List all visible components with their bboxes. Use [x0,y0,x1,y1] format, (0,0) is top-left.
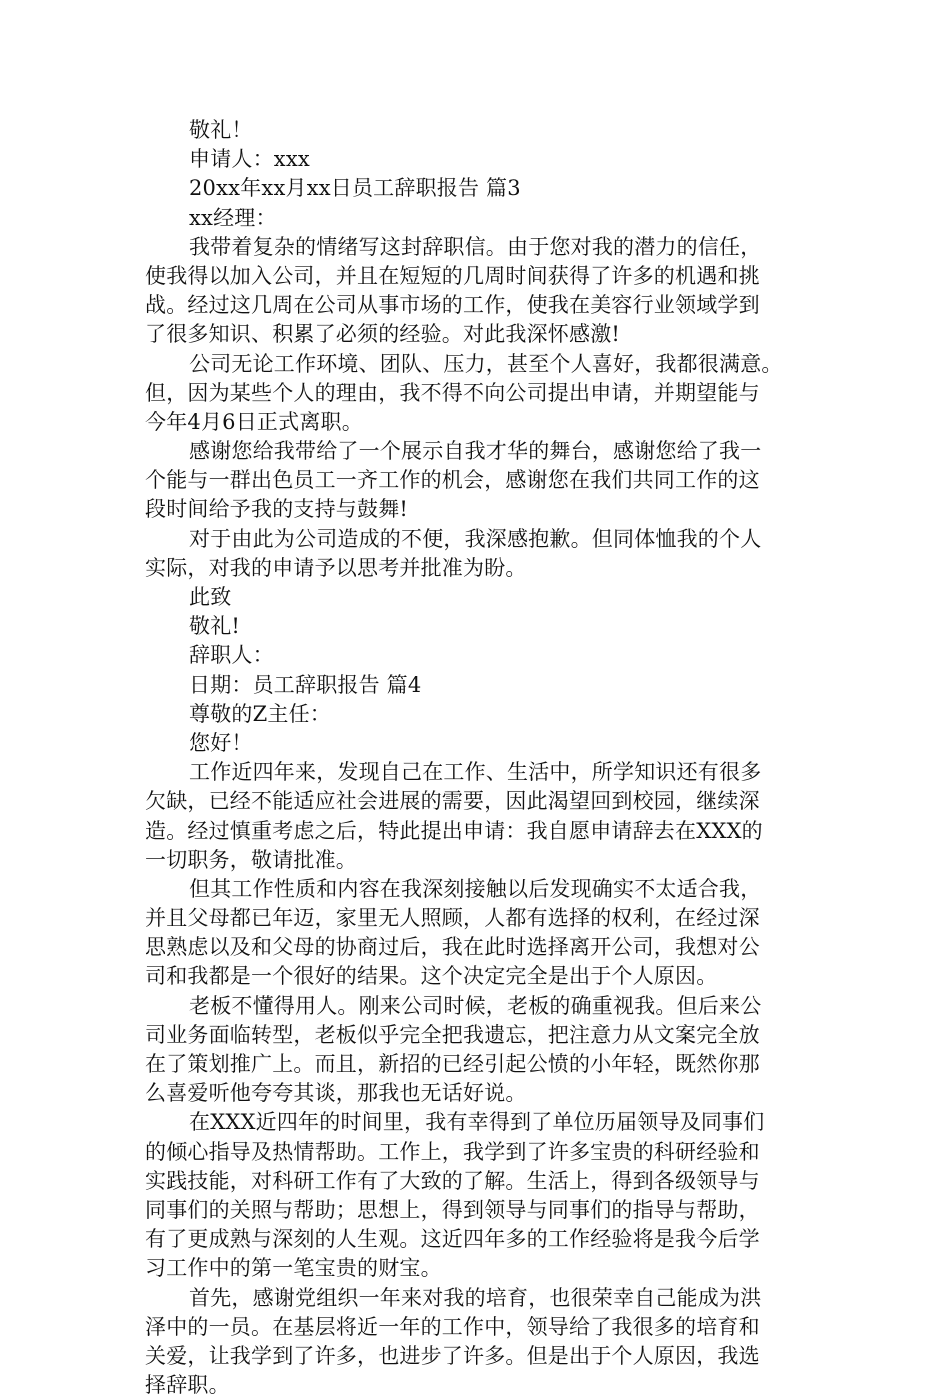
paragraph-line: 在XXX近四年的时间里，我有幸得到了单位历届领导及同事们 [145,1108,815,1137]
paragraph-line: 司业务面临转型，老板似乎完全把我遗忘，把注意力从文案完全放 [145,1021,815,1050]
text-line: 申请人：xxx [145,145,815,174]
text-line: 辞职人： [145,641,815,670]
paragraph-line: 同事们的关照与帮助；思想上，得到领导与同事们的指导与帮助， [145,1196,815,1225]
text-line: 日期：员工辞职报告 篇4 [145,671,815,700]
paragraph-line: 战。经过这几周在公司从事市场的工作，使我在美容行业领域学到 [145,291,815,320]
paragraph-line: 习工作中的第一笔宝贵的财宝。 [145,1254,815,1283]
text-line: 此致 [145,583,815,612]
paragraph-line: 实际，对我的申请予以思考并批准为盼。 [145,554,815,583]
document-body [145,116,815,1400]
paragraph-line: 并且父母都已年迈，家里无人照顾，人都有选择的权利，在经过深 [145,904,815,933]
paragraph-line: 工作近四年来，发现自己在工作、生活中，所学知识还有很多 [145,758,815,787]
paragraph-line: 个能与一群出色员工一齐工作的机会，感谢您在我们共同工作的这 [145,466,815,495]
paragraph-line: 欠缺，已经不能适应社会进展的需要，因此渴望回到校园，继续深 [145,787,815,816]
paragraph-line: 关爱，让我学到了许多，也进步了许多。但是出于个人原因，我选 [145,1342,815,1371]
paragraph-line: 在了策划推广上。而且，新招的已经引起公愤的小年轻，既然你那 [145,1050,815,1079]
paragraph-line: 首先，感谢党组织一年来对我的培育，也很荣幸自己能成为洪 [145,1284,815,1313]
paragraph-line: 么喜爱听他夸夸其谈，那我也无话好说。 [145,1079,815,1108]
paragraph-line: 老板不懂得用人。刚来公司时候，老板的确重视我。但后来公 [145,992,815,1021]
text-line: 尊敬的Z主任： [145,700,815,729]
paragraph [145,1284,815,1400]
paragraph-line: 了很多知识、积累了必须的经验。对此我深怀感激! [145,320,815,349]
paragraph-line: 对于由此为公司造成的不便，我深感抱歉。但同体恤我的个人 [145,525,815,554]
paragraph-line: 使我得以加入公司，并且在短短的几周时间获得了许多的机遇和挑 [145,262,815,291]
paragraph-line: 的倾心指导及热情帮助。工作上，我学到了许多宝贵的科研经验和 [145,1138,815,1167]
paragraph [145,233,815,350]
paragraph-line: 感谢您给我带给了一个展示自我才华的舞台，感谢您给了我一 [145,437,815,466]
paragraph-line: 思熟虑以及和父母的协商过后，我在此时选择离开公司，我想对公 [145,933,815,962]
paragraph-line: 司和我都是一个很好的结果。这个决定完全是出于个人原因。 [145,962,815,991]
paragraph-line: 今年4月6日正式离职。 [145,408,815,437]
paragraph-line: 造。经过慎重考虑之后，特此提出申请：我自愿申请辞去在XXX的 [145,817,815,846]
paragraph [145,437,815,525]
paragraph-line: 有了更成熟与深刻的人生观。这近四年多的工作经验将是我今后学 [145,1225,815,1254]
text-line: 敬礼！ [145,116,815,145]
paragraph [145,350,815,438]
paragraph-line: 段时间给予我的支持与鼓舞! [145,495,815,524]
paragraph [145,525,815,583]
paragraph-line: 泽中的一员。在基层将近一年的工作中，领导给了我很多的培育和 [145,1313,815,1342]
paragraph-line: 公司无论工作环境、团队、压力，甚至个人喜好，我都很满意。 [145,350,815,379]
paragraph [145,875,815,992]
text-line: 20xx年xx月xx日员工辞职报告 篇3 [145,174,815,203]
text-line: 敬礼! [145,612,815,641]
text-line: 您好！ [145,729,815,758]
text-line: xx经理： [145,204,815,233]
paragraph [145,758,815,875]
paragraph-line: 一切职务，敬请批准。 [145,846,815,875]
paragraph [145,992,815,1109]
paragraph-line: 我带着复杂的情绪写这封辞职信。由于您对我的潜力的信任， [145,233,815,262]
paragraph-line: 择辞职。 [145,1371,815,1400]
paragraph [145,1108,815,1283]
paragraph-line: 但，因为某些个人的理由，我不得不向公司提出申请，并期望能与 [145,379,815,408]
paragraph-line: 实践技能，对科研工作有了大致的了解。生活上，得到各级领导与 [145,1167,815,1196]
paragraph-line: 但其工作性质和内容在我深刻接触以后发现确实不太适合我， [145,875,815,904]
